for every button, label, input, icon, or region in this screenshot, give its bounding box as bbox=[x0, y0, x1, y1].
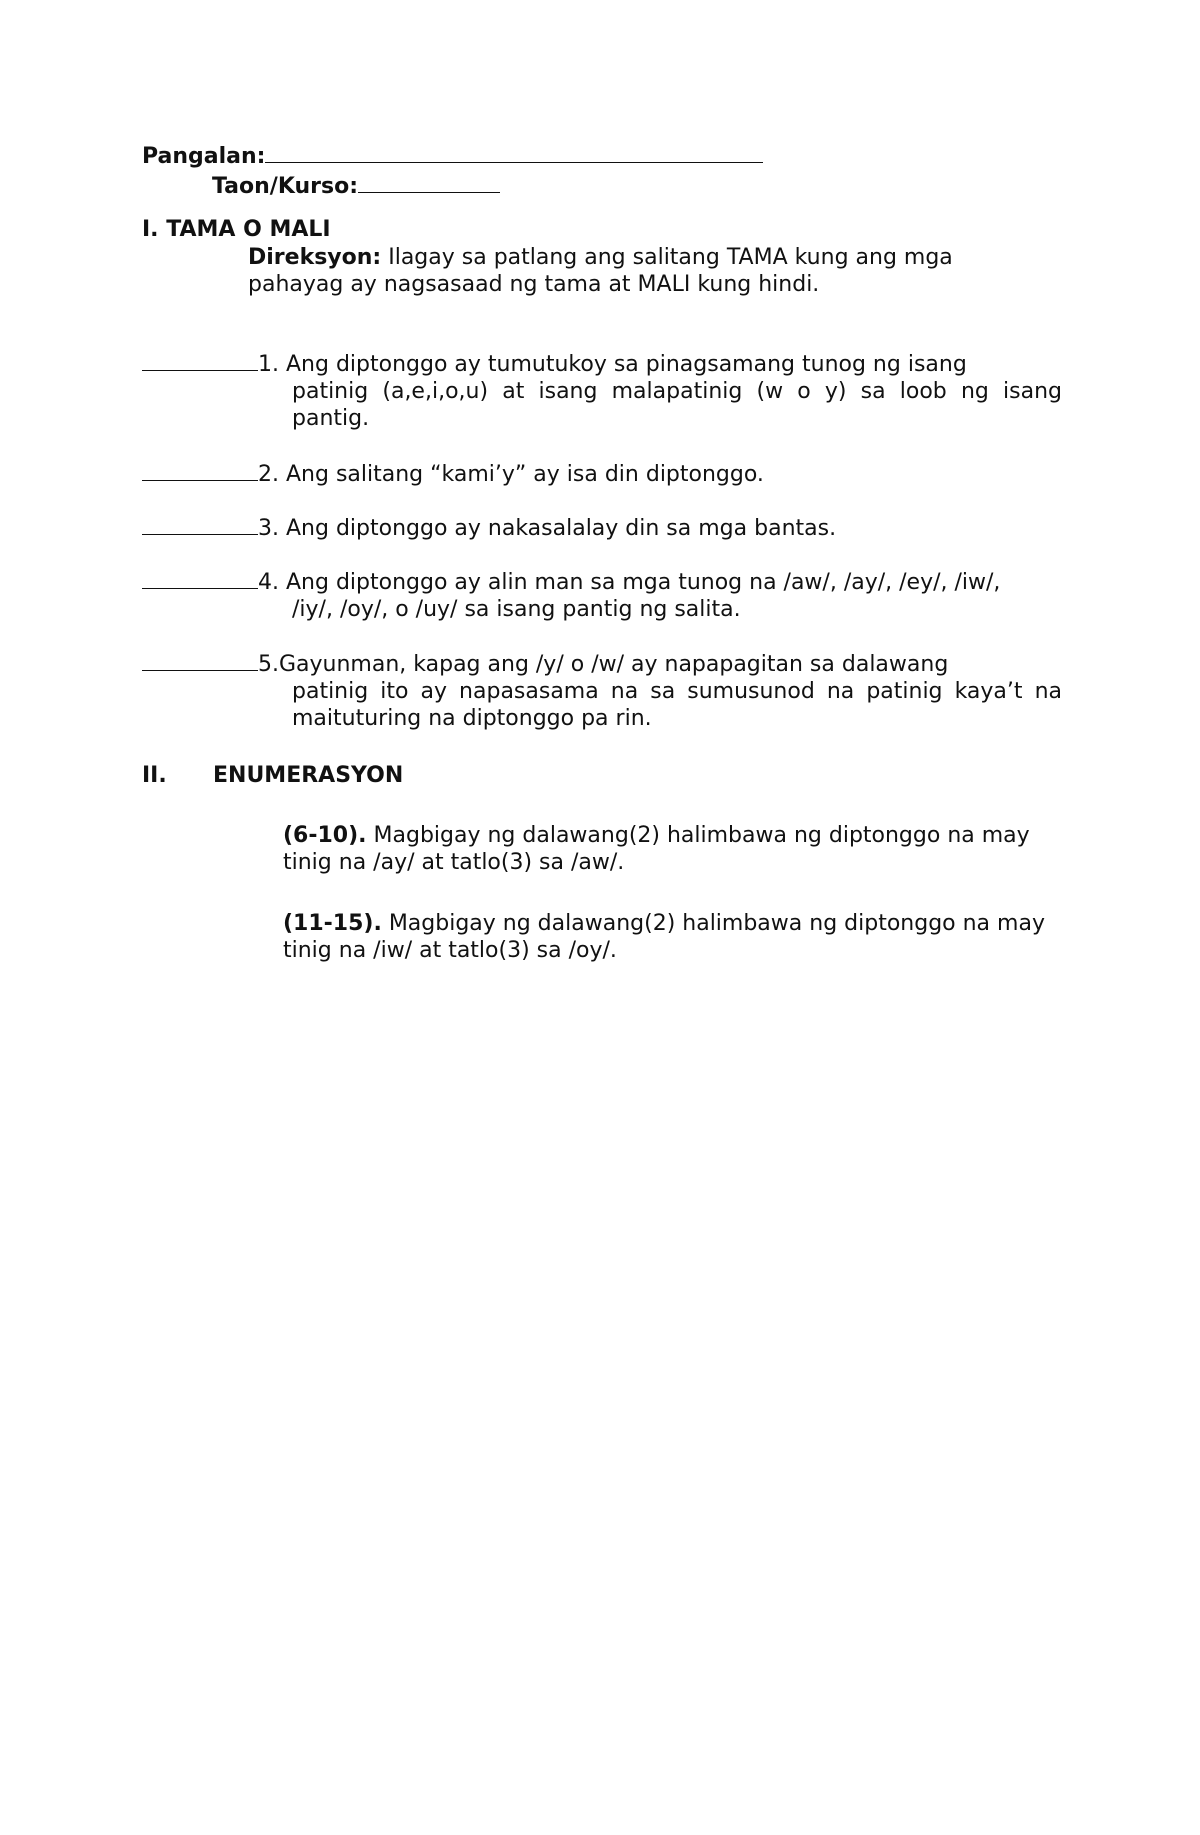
tf-item-5 bbox=[142, 650, 1062, 732]
enum-item-1-text: Magbigay ng dalawang(2) halimbawa ng diptonggo na may tinig na /ay/ at tatlo(3) sa /aw/. bbox=[283, 823, 1030, 875]
tf-item-4-rest: /iy/, /oy/, o /uy/ sa isang pantig ng salita. bbox=[292, 597, 741, 622]
answer-blank-2[interactable] bbox=[142, 460, 258, 481]
tf-item-5-first-line bbox=[142, 650, 1062, 678]
tf-item-2-line1: Ang salitang “kami’y” ay isa din diptonggo. bbox=[279, 462, 764, 487]
tf-item-2 bbox=[142, 460, 1062, 488]
year-course-line bbox=[212, 172, 500, 200]
section1-title: I. TAMA O MALI bbox=[142, 217, 331, 242]
tf-item-4-first-line bbox=[142, 568, 1062, 596]
directions-text: Ilagay sa patlang ang salitang TAMA kung ang mga pahayag ay nagsasaad ng tama at MALI kung hindi. bbox=[248, 245, 953, 297]
enum-item-1 bbox=[283, 822, 1058, 876]
tf-item-3-first-line bbox=[142, 514, 1062, 542]
tf-item-1-first-line bbox=[142, 350, 1062, 378]
tf-item-3-number: 3. bbox=[258, 516, 279, 541]
tf-item-5-line1: Gayunman, kapag ang /y/ o /w/ ay napapagitan sa dalawang bbox=[279, 652, 949, 677]
section2-numeral: II. bbox=[142, 763, 167, 788]
tf-item-1 bbox=[142, 350, 1062, 432]
tf-item-2-first-line bbox=[142, 460, 1062, 488]
tf-item-5-rest: patinig ito ay napasasama na sa sumusunod na patinig kaya’t na maituturing na diptonggo pa rin. bbox=[292, 679, 1062, 731]
year-course-label: Taon/Kurso: bbox=[212, 174, 359, 199]
enum-item-2 bbox=[283, 910, 1058, 964]
tf-item-3 bbox=[142, 514, 1062, 542]
section1-directions bbox=[248, 244, 1008, 298]
enum-item-2-text: Magbigay ng dalawang(2) halimbawa ng diptonggo na may tinig na /iw/ at tatlo(3) sa /oy/. bbox=[283, 911, 1045, 963]
tf-item-5-number: 5. bbox=[258, 652, 279, 677]
section2-title: ENUMERASYON bbox=[213, 763, 404, 788]
answer-blank-1[interactable] bbox=[142, 350, 258, 371]
answer-blank-5[interactable] bbox=[142, 650, 258, 671]
enum-item-2-range: (11-15). bbox=[283, 911, 382, 936]
enum-item-1-range: (6-10). bbox=[283, 823, 367, 848]
answer-blank-3[interactable] bbox=[142, 514, 258, 535]
tf-item-4 bbox=[142, 568, 1062, 623]
tf-item-1-line1: Ang diptonggo ay tumutukoy sa pinagsamang tunog ng isang bbox=[279, 352, 967, 377]
name-blank[interactable] bbox=[265, 142, 763, 163]
directions-label: Direksyon: bbox=[248, 245, 382, 270]
name-line bbox=[142, 142, 763, 170]
tf-item-2-number: 2. bbox=[258, 462, 279, 487]
year-course-blank[interactable] bbox=[358, 172, 500, 193]
name-label: Pangalan: bbox=[142, 144, 266, 169]
tf-item-4-number: 4. bbox=[258, 570, 279, 595]
tf-item-3-line1: Ang diptonggo ay nakasalalay din sa mga bantas. bbox=[279, 516, 837, 541]
tf-item-1-number: 1. bbox=[258, 352, 279, 377]
tf-item-4-line1: Ang diptonggo ay alin man sa mga tunog na /aw/, /ay/, /ey/, /iw/, bbox=[279, 570, 1001, 595]
tf-item-1-rest: patinig (a,e,i,o,u) at isang malapatinig (w o y) sa loob ng isang pantig. bbox=[292, 379, 1062, 431]
answer-blank-4[interactable] bbox=[142, 568, 258, 589]
